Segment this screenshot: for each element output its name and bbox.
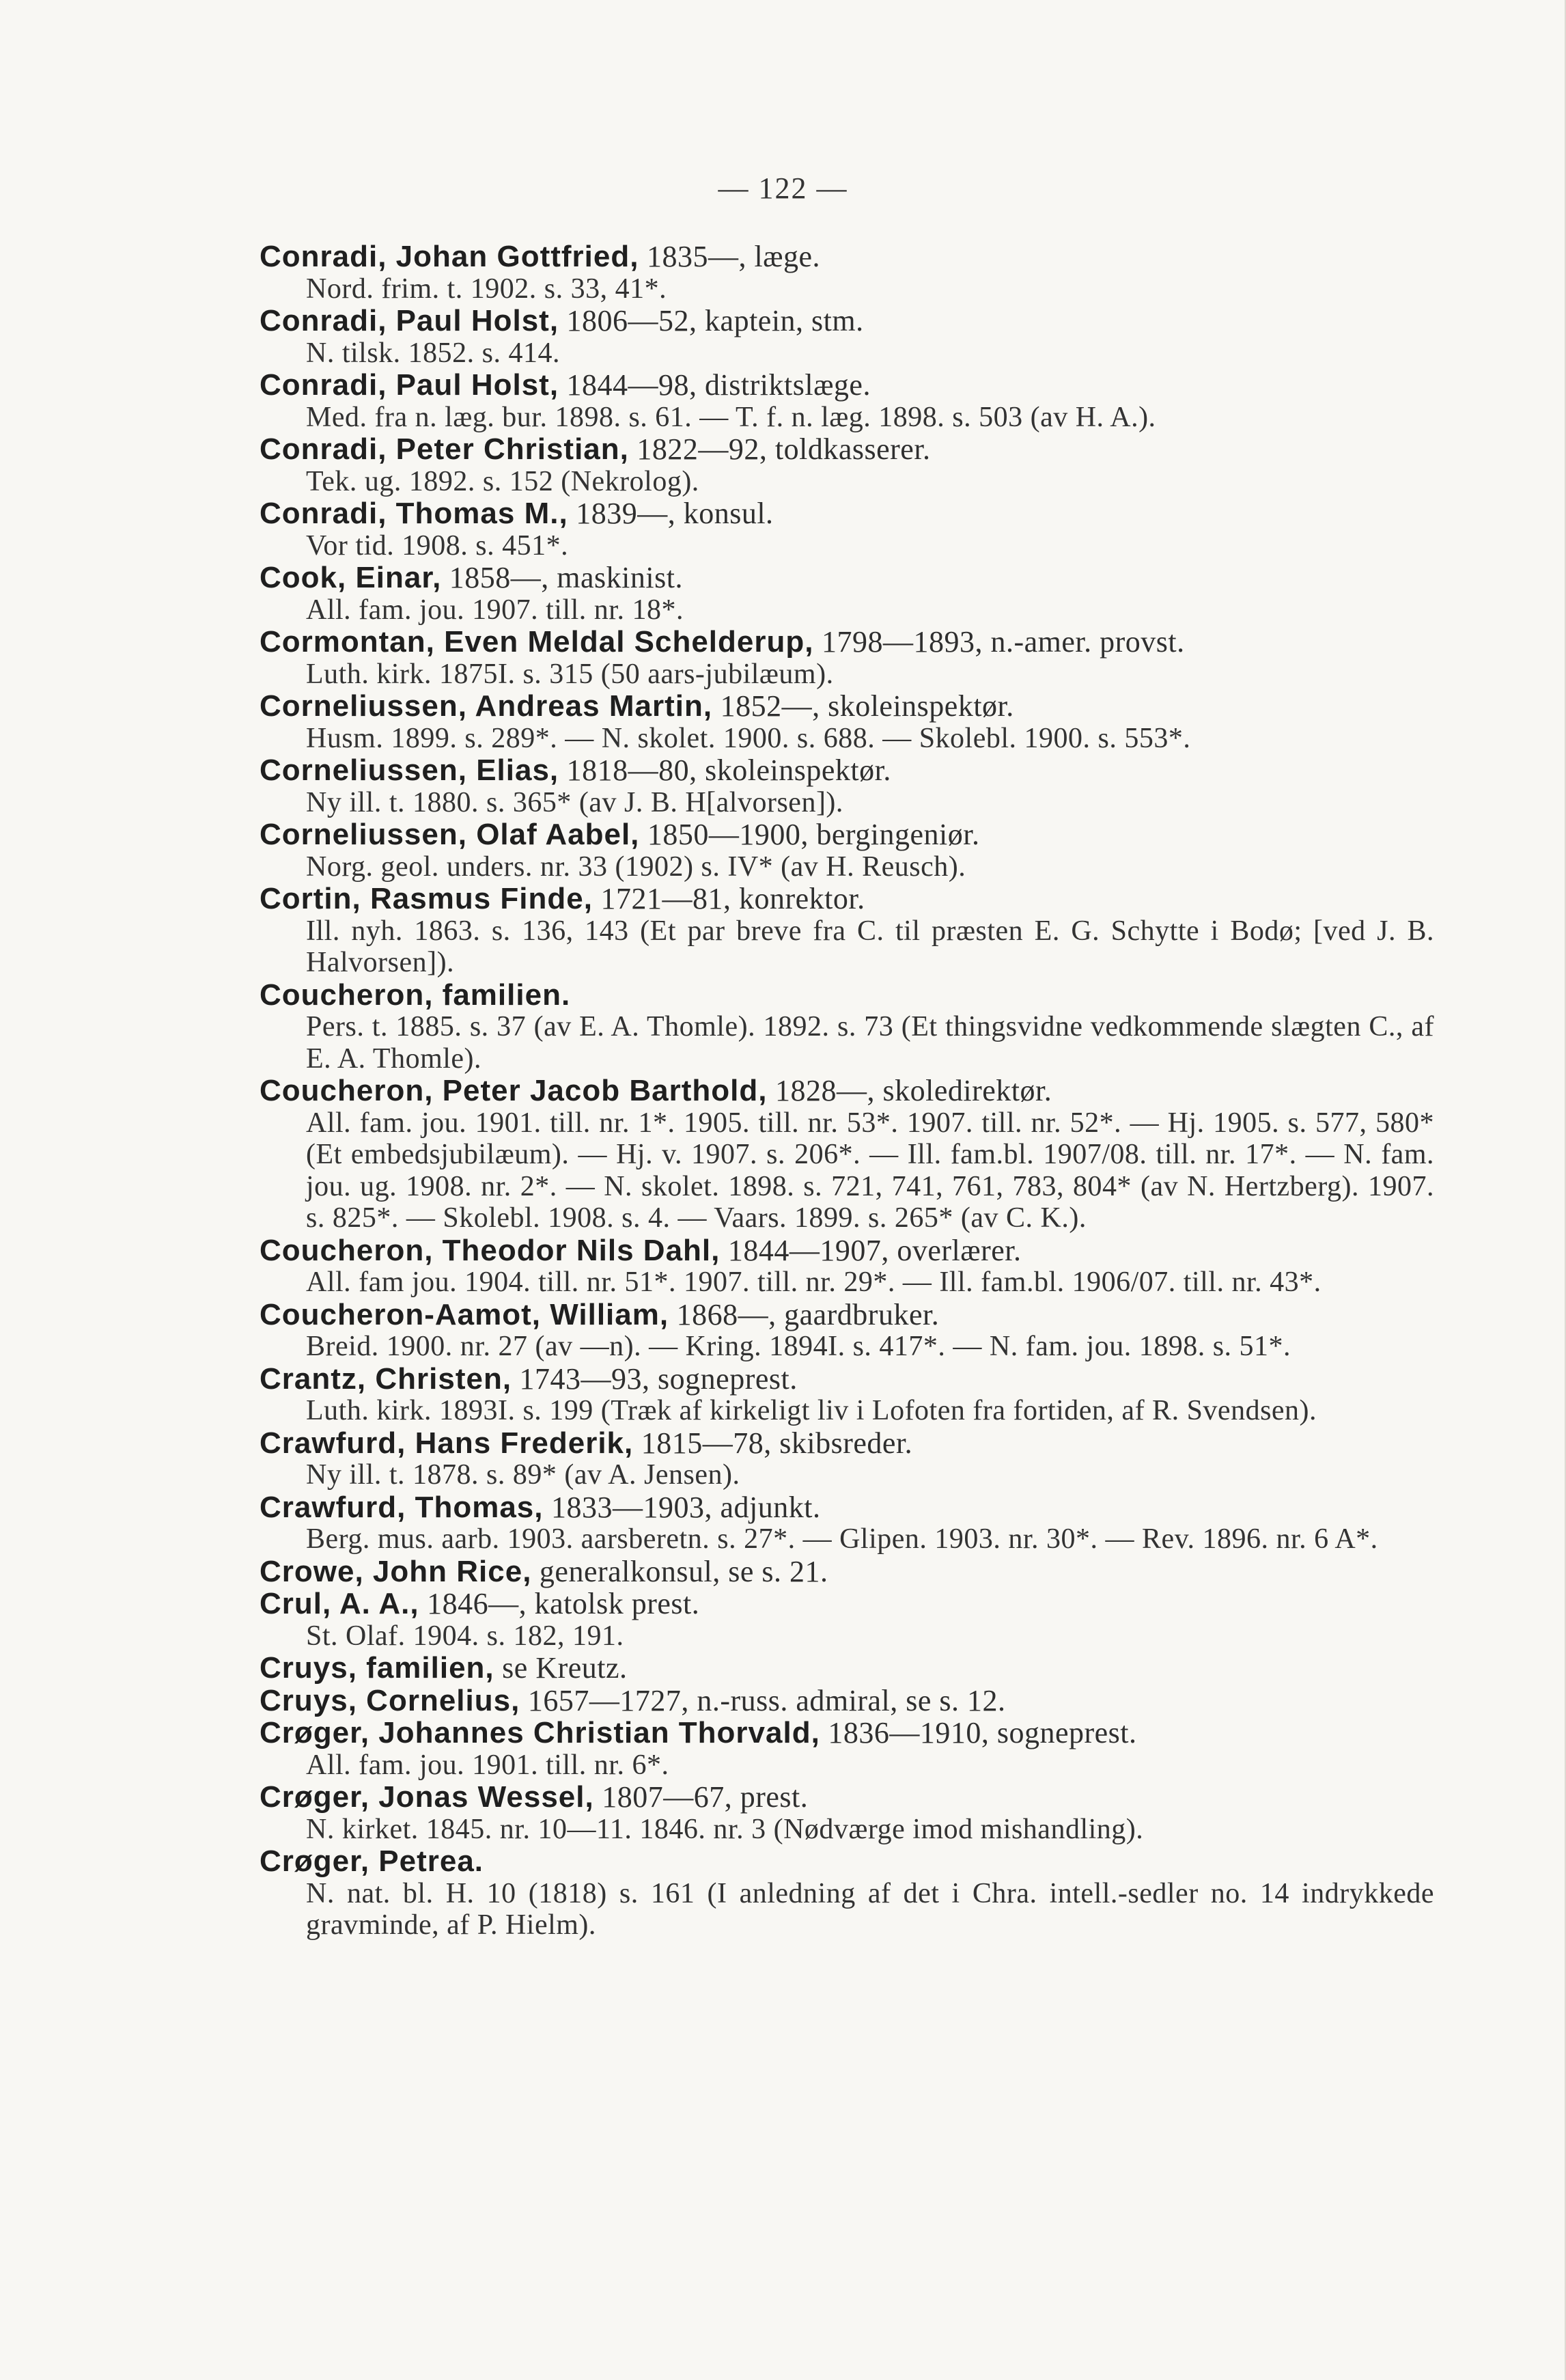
entry-heading <box>260 1685 1434 1717</box>
entry-description: 1798—1893, n.-amer. provst. <box>813 625 1185 659</box>
entry-name: Coucheron, Theodor Nils Dahl, <box>260 1233 721 1267</box>
entry-name: Cook, Einar, <box>260 561 442 594</box>
entry-heading <box>260 497 1434 530</box>
entry-description: 1822—92, toldkasserer. <box>628 432 931 466</box>
entry-references: Breid. 1900. nr. 27 (av —n). — Kring. 1894I. s. 417*. — N. fam. jou. 1898. s. 51*. <box>306 1331 1291 1362</box>
entry-references: Ny ill. t. 1878. s. 89* (av A. Jensen). <box>306 1459 740 1491</box>
entry-heading <box>260 1717 1434 1749</box>
entry-references: Norg. geol. unders. nr. 33 (1902) s. IV* (av H. Reusch). <box>306 850 966 883</box>
index-entry <box>260 1781 1434 1845</box>
entry-description: 1833—1903, adjunkt. <box>543 1490 821 1524</box>
index-entry <box>260 1685 1434 1717</box>
entry-name: Crøger, Johannes Christian Thorvald, <box>260 1716 820 1749</box>
entry-heading <box>260 1363 1434 1396</box>
entry-heading <box>260 1652 1434 1685</box>
entry-heading <box>260 1555 1434 1588</box>
entry-list <box>260 240 1434 1941</box>
entry-references: All. fam jou. 1904. till. nr. 51*. 1907. till. nr. 29*. — Ill. fam.bl. 1906/07. till. nr. 43*. <box>306 1267 1322 1298</box>
entry-heading <box>260 626 1434 659</box>
index-entry <box>260 1234 1434 1299</box>
index-entry <box>260 690 1434 754</box>
entry-heading <box>260 1299 1434 1331</box>
entry-references: All. fam. jou. 1907. till. nr. 18*. <box>306 594 684 626</box>
entry-references: Ill. nyh. 1863. s. 136, 143 (Et par breve fra C. til præsten E. G. Schytte i Bodø; [ved J. B. Halvorsen]). <box>306 915 1434 978</box>
index-entry <box>260 883 1434 979</box>
entry-heading <box>260 979 1434 1012</box>
entry-description: 1815—78, skibsreder. <box>633 1426 913 1460</box>
entry-description: generalkonsul, se s. 21. <box>531 1554 828 1588</box>
entry-description: 1846—, katolsk prest. <box>419 1587 700 1620</box>
index-entry <box>260 497 1434 562</box>
index-entry <box>260 1717 1434 1781</box>
entry-name: Crowe, John Rice, <box>260 1554 532 1588</box>
entry-description: 1836—1910, sogneprest. <box>820 1716 1137 1749</box>
entry-description: 1850—1900, bergingeniør. <box>639 818 980 851</box>
entry-references: N. nat. bl. H. 10 (1818) s. 161 (I anledning af det i Chra. intell.-sedler no. 14 indrykkede gravminde, af P. Hielm). <box>306 1877 1434 1941</box>
entry-name: Coucheron, familien. <box>260 978 571 1012</box>
entry-name: Cruys, familien, <box>260 1651 494 1685</box>
entry-name: Conradi, Peter Christian, <box>260 432 629 466</box>
entry-name: Corneliussen, Andreas Martin, <box>260 689 713 723</box>
index-entry <box>260 240 1434 305</box>
index-entry <box>260 1363 1434 1427</box>
entry-name: Conradi, Johan Gottfried, <box>260 240 639 273</box>
entry-heading <box>260 1781 1434 1814</box>
index-entry <box>260 1845 1434 1941</box>
entry-name: Crawfurd, Hans Frederik, <box>260 1426 634 1460</box>
entry-description: 1839—, konsul. <box>568 497 774 530</box>
entry-description: 1743—93, sogneprest. <box>512 1361 798 1396</box>
entry-description: 1657—1727, n.-russ. admiral, se s. 12. <box>520 1683 1006 1717</box>
page-number: — 122 — <box>718 171 848 205</box>
entry-heading <box>260 1588 1434 1620</box>
index-entry <box>260 626 1434 690</box>
entry-references: Tek. ug. 1892. s. 152 (Nekrolog). <box>306 465 699 497</box>
index-entry <box>260 369 1434 433</box>
entry-description: 1806—52, kaptein, stm. <box>559 304 864 337</box>
entry-description: 1721—81, konrektor. <box>592 882 865 915</box>
entry-description: 1858—, maskinist. <box>441 561 683 594</box>
entry-heading <box>260 1075 1434 1107</box>
entry-description: 1868—, gaardbruker. <box>669 1297 940 1331</box>
index-entry <box>260 1427 1434 1491</box>
index-entry <box>260 305 1434 369</box>
index-entry <box>260 979 1434 1075</box>
entry-name: Cruys, Cornelius, <box>260 1683 520 1717</box>
entry-heading <box>260 690 1434 723</box>
entry-references: All. fam. jou. 1901. till. nr. 6*. <box>306 1749 669 1781</box>
entry-name: Corneliussen, Olaf Aabel, <box>260 818 640 851</box>
entry-references: Nord. frim. t. 1902. s. 33, 41*. <box>306 273 667 305</box>
index-entry <box>260 754 1434 818</box>
index-entry <box>260 1299 1434 1363</box>
entry-references: Med. fra n. læg. bur. 1898. s. 61. — T. f. n. læg. 1898. s. 503 (av H. A.). <box>306 401 1156 433</box>
entry-description: 1852—, skoleinspektør. <box>712 689 1014 723</box>
entry-name: Cormontan, Even Meldal Schelderup, <box>260 625 814 659</box>
entry-description: 1835—, læge. <box>639 240 821 273</box>
entry-name: Cortin, Rasmus Finde, <box>260 882 593 915</box>
entry-name: Crantz, Christen, <box>260 1361 512 1396</box>
entry-references: Luth. kirk. 1875I. s. 315 (50 aars-jubilæum). <box>306 658 834 690</box>
entry-name: Crøger, Jonas Wessel, <box>260 1780 594 1814</box>
entry-references: Husm. 1899. s. 289*. — N. skolet. 1900. s. 688. — Skolebl. 1900. s. 553*. <box>306 722 1191 754</box>
entry-description: se Kreutz. <box>494 1651 628 1685</box>
entry-heading <box>260 369 1434 402</box>
entry-description: 1828—, skoledirektør. <box>767 1074 1052 1107</box>
entry-references: Ny ill. t. 1880. s. 365* (av J. B. H[alvorsen]). <box>306 786 843 818</box>
entry-name: Conradi, Paul Holst, <box>260 304 559 337</box>
entry-heading <box>260 818 1434 851</box>
entry-heading <box>260 305 1434 337</box>
entry-description: 1844—98, distriktslæge. <box>559 368 871 402</box>
entry-heading <box>260 562 1434 594</box>
entry-description: 1844—1907, overlærer. <box>720 1233 1022 1267</box>
entry-name: Coucheron, Peter Jacob Barthold, <box>260 1074 768 1107</box>
entry-references: St. Olaf. 1904. s. 182, 191. <box>306 1620 624 1652</box>
entry-heading <box>260 1427 1434 1460</box>
entry-heading <box>260 754 1434 787</box>
index-entry <box>260 562 1434 626</box>
entry-name: Corneliussen, Elias, <box>260 753 559 787</box>
entry-name: Crawfurd, Thomas, <box>260 1490 544 1524</box>
entry-references: Berg. mus. aarb. 1903. aarsberetn. s. 27*. — Glipen. 1903. nr. 30*. — Rev. 1896. nr. 6 A*. <box>306 1523 1378 1555</box>
index-entry <box>260 433 1434 497</box>
index-entry <box>260 818 1434 883</box>
entry-references: N. tilsk. 1852. s. 414. <box>306 337 561 369</box>
index-entry <box>260 1555 1434 1588</box>
entry-name: Crøger, Petrea. <box>260 1844 484 1878</box>
entry-references: N. kirket. 1845. nr. 10—11. 1846. nr. 3 (Nødværge imod mishandling). <box>306 1813 1144 1845</box>
entry-name: Conradi, Paul Holst, <box>260 368 559 402</box>
entry-heading <box>260 1234 1434 1267</box>
entry-references: All. fam. jou. 1901. till. nr. 1*. 1905. till. nr. 53*. 1907. till. nr. 52*. — Hj. 1905. s. 577, 580* (Et embedsjubilæum). — Hj. v. 1907. s. 206*. — Ill. fam.bl. 1907/08. till. nr. 17*. — N. fam. jou. ug. 1908. nr. 2*. — N. skolet. 1898. s. 721, 741, 761, 783, 804* (av N. Hertzberg). 1907. s. 825*. — Skolebl. 1908. s. 4. — Vaars. 1899. s. 265* (av C. K.). <box>306 1107 1434 1234</box>
index-entry <box>260 1588 1434 1652</box>
entry-references: Luth. kirk. 1893I. s. 199 (Træk af kirkeligt liv i Lofoten fra fortiden, af R. Svendsen). <box>306 1395 1317 1426</box>
entry-heading <box>260 883 1434 915</box>
entry-heading <box>260 433 1434 466</box>
entry-name: Crul, A. A., <box>260 1587 419 1620</box>
entry-references: Vor tid. 1908. s. 451*. <box>306 529 569 562</box>
entry-heading <box>260 1491 1434 1524</box>
entry-name: Coucheron-Aamot, William, <box>260 1297 669 1331</box>
entry-heading <box>260 1845 1434 1878</box>
entry-description: 1807—67, prest. <box>593 1780 809 1814</box>
index-entry <box>260 1491 1434 1555</box>
entry-references: Pers. t. 1885. s. 37 (av E. A. Thomle). 1892. s. 73 (Et thingsvidne vedkommende slægten C., af E. A. Thomle). <box>306 1011 1434 1075</box>
index-entry <box>260 1075 1434 1234</box>
index-entry <box>260 1652 1434 1685</box>
entry-heading <box>260 240 1434 273</box>
entry-name: Conradi, Thomas M., <box>260 497 568 530</box>
entry-description: 1818—80, skoleinspektør. <box>559 753 891 787</box>
